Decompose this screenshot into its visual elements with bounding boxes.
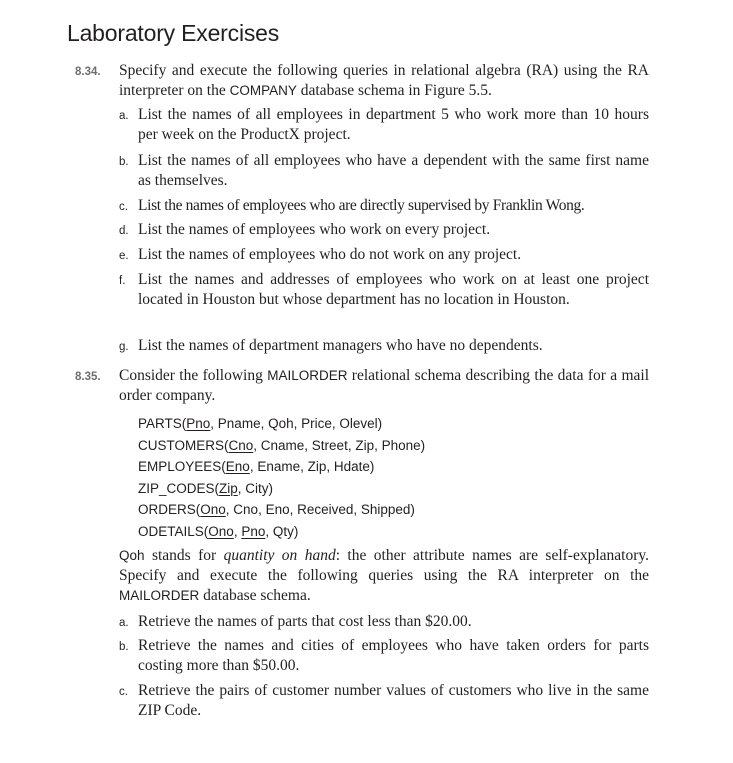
primary-key: Pno — [241, 523, 266, 539]
explanation-paragraph — [119, 546, 649, 606]
list-item — [119, 681, 649, 721]
primary-key: Ono — [200, 502, 226, 517]
schema-row: EMPLOYEES(Eno, Ename, Zip, Hdate) — [138, 459, 375, 474]
schema-row: PARTS(Pno, Pname, Qoh, Price, Olevel) — [138, 416, 383, 431]
item-text: Retrieve the pairs of customer number values of customers who live in the same ZIP Code. — [138, 682, 649, 719]
item-letter: c. — [119, 201, 128, 213]
item-text: List the names of employees who work on every project. — [138, 221, 491, 238]
item-letter: a. — [119, 110, 129, 122]
item-letter: b. — [119, 641, 129, 653]
list-item — [119, 151, 649, 191]
item-letter: c. — [119, 686, 128, 698]
table-name: CUSTOMERS — [138, 437, 225, 453]
relational-schema — [138, 413, 425, 542]
table-name: ZIP_CODES — [138, 480, 215, 496]
schema-row: CUSTOMERS(Cno, Cname, Street, Zip, Phone) — [138, 437, 426, 453]
list-item — [119, 220, 649, 240]
item-letter: a. — [119, 617, 129, 629]
item-text: List the names and addresses of employees who work on at least one project located in Houston but whose department has no location in Houston. — [138, 271, 649, 308]
attributes: , Qty) — [265, 523, 299, 539]
schema-name: COMPANY — [229, 83, 297, 98]
intro-text: database schema in Figure 5.5. — [296, 82, 492, 99]
italic-term: quantity on hand — [223, 547, 336, 564]
item-letter: d. — [119, 225, 129, 237]
attributes: , City) — [237, 480, 274, 496]
list-item — [119, 196, 649, 216]
list-item — [119, 636, 649, 676]
attributes: , Pname, Qoh, Price, Olevel) — [210, 416, 383, 431]
primary-key: Cno — [228, 437, 254, 453]
attribute-name: Qoh — [119, 548, 145, 563]
paragraph-text: : the other attribute names are self-explanatory. Specify and execute the following queries using the RA interpreter on the — [119, 547, 650, 584]
schema-name: MAILORDER — [267, 368, 348, 383]
item-text: List the names of all employees who have a dependent with the same first name as themselves. — [138, 152, 649, 189]
item-text: List the names of all employees in department 5 who work more than 10 hours per week on the ProductX project. — [138, 106, 649, 143]
item-text: List the names of employees who do not work on any project. — [138, 246, 522, 263]
schema-row: ZIP_CODES(Zip, City) — [138, 480, 274, 496]
exercise-intro — [119, 366, 649, 406]
list-item — [119, 612, 649, 632]
item-letter: g. — [119, 341, 129, 353]
item-text: List the names of department managers who have no dependents. — [138, 337, 543, 354]
section-heading: Laboratory Exercises — [67, 20, 280, 46]
paragraph-text: database schema. — [199, 587, 311, 604]
table-name: EMPLOYEES — [138, 459, 222, 474]
list-item — [119, 336, 649, 356]
primary-key: Ono — [208, 523, 234, 539]
intro-text: Specify and execute the following queries in relational algebra (RA) using the RA interpreter on the — [119, 62, 649, 99]
schema-name: MAILORDER — [119, 588, 200, 603]
item-text: Retrieve the names and cities of employees who have taken orders for parts costing more than $50.00. — [138, 637, 649, 674]
paragraph-text: stands for — [144, 547, 224, 564]
schema-row: ORDERS(Ono, Cno, Eno, Received, Shipped) — [138, 502, 415, 517]
table-name: ODETAILS — [138, 523, 204, 539]
intro-text: Consider the following — [119, 367, 268, 384]
exercise-number: 8.34. — [75, 66, 101, 78]
list-item — [119, 270, 649, 310]
list-item — [119, 105, 649, 145]
item-letter: e. — [119, 250, 129, 262]
item-letter: b. — [119, 156, 129, 168]
attributes: , Cname, Street, Zip, Phone) — [253, 437, 426, 453]
exercise-number: 8.35. — [75, 371, 101, 383]
schema-row: ODETAILS(Ono, Pno, Qty) — [138, 523, 299, 539]
primary-key: Eno — [225, 459, 250, 474]
primary-key: Pno — [186, 416, 211, 431]
table-name: PARTS — [138, 416, 182, 431]
exercise-intro — [119, 61, 649, 101]
table-name: ORDERS — [138, 502, 196, 517]
list-item — [119, 245, 649, 265]
attributes: , Ename, Zip, Hdate) — [249, 459, 375, 474]
intro-text: relational schema describing the data for a mail order company. — [119, 367, 649, 404]
item-letter: f. — [119, 275, 126, 287]
attributes: , Cno, Eno, Received, Shipped) — [225, 502, 415, 517]
item-text: List the names of employees who are directly supervised by Franklin Wong. — [138, 197, 585, 214]
primary-key: Zip — [219, 480, 238, 496]
item-text: Retrieve the names of parts that cost less than $20.00. — [138, 613, 472, 630]
